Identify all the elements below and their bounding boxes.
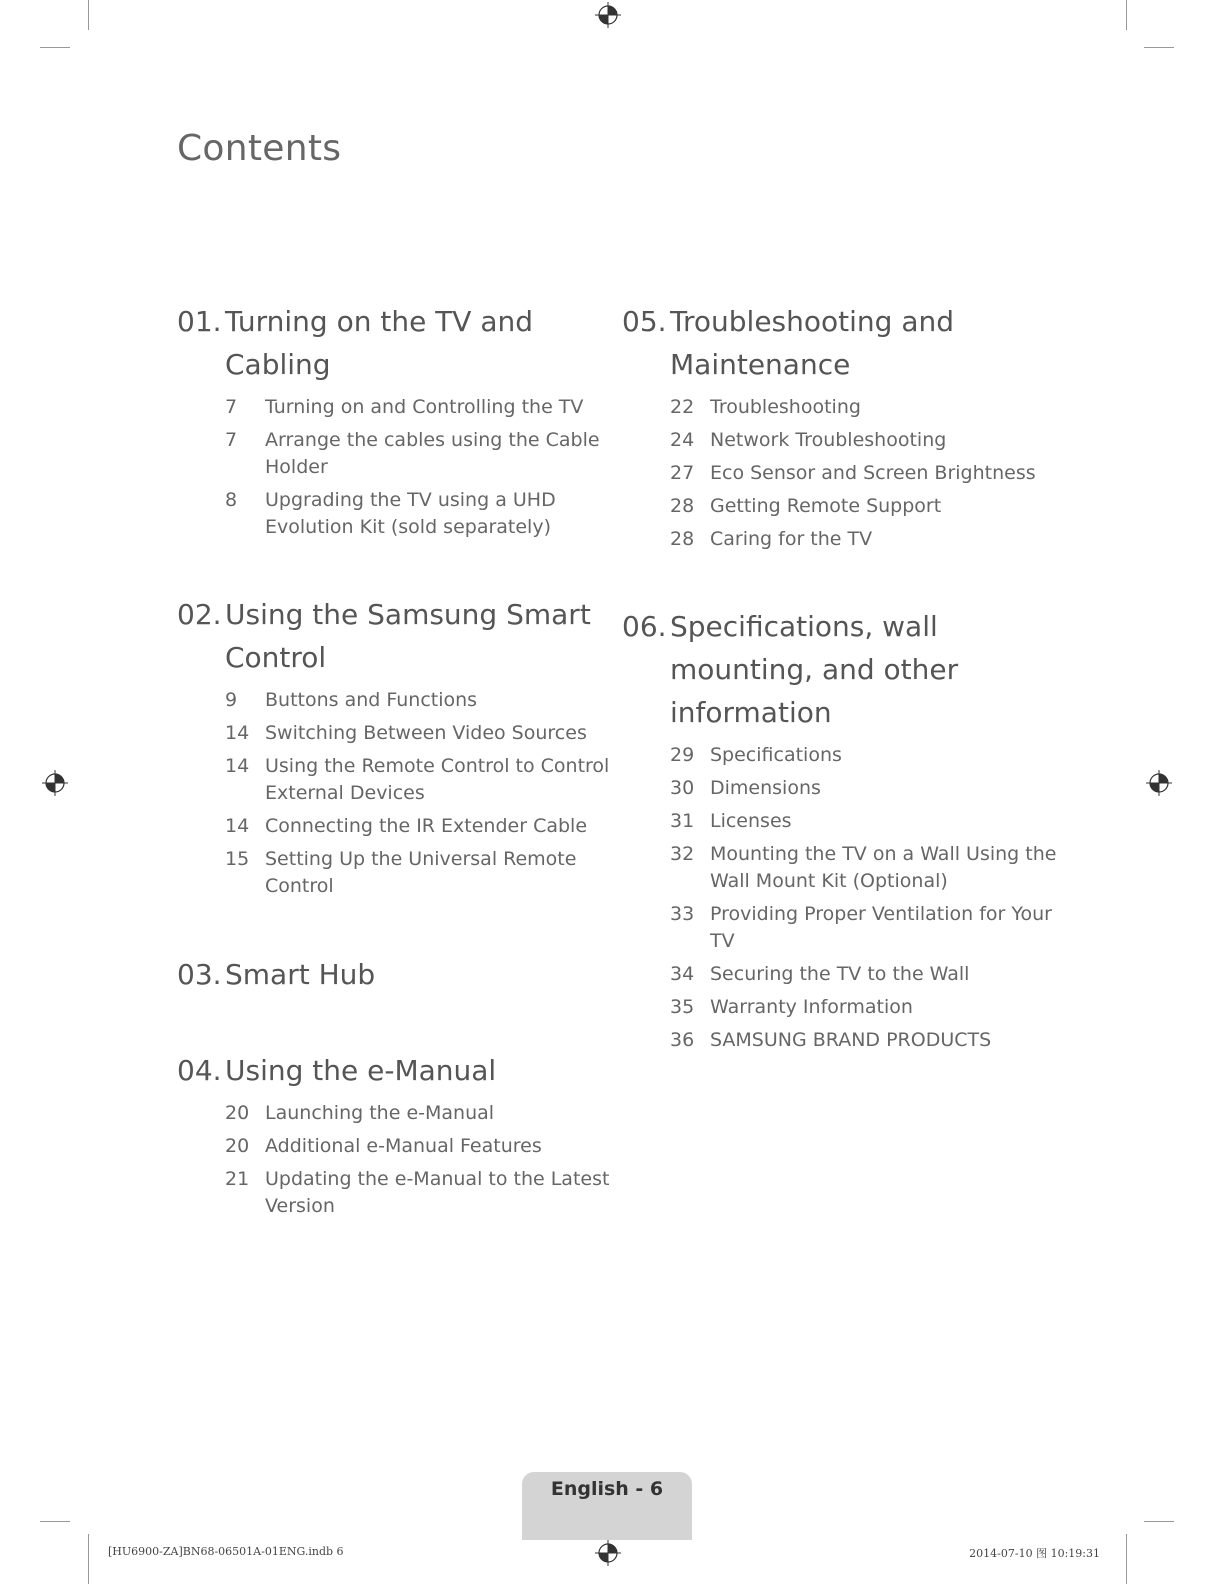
toc-entry[interactable] — [622, 841, 1062, 895]
toc-entry-page: 21 — [225, 1168, 250, 1190]
print-slug-timestamp: 2014-07-10 图 10:19:31 — [969, 1547, 1100, 1560]
section-06 — [622, 605, 1062, 1060]
toc-entry-text: Additional e-Manual Features — [265, 1135, 542, 1157]
section-heading — [622, 605, 1062, 734]
toc-entry-page: 22 — [670, 396, 695, 418]
crop-mark — [1144, 1521, 1174, 1522]
section-heading — [622, 300, 1062, 386]
crop-mark — [88, 0, 89, 30]
registration-mark-icon — [595, 1540, 621, 1566]
section-02 — [177, 593, 617, 906]
toc-entry[interactable] — [177, 394, 617, 421]
registration-mark-icon — [42, 770, 68, 796]
toc-entry[interactable] — [177, 846, 617, 900]
crop-mark — [1144, 47, 1174, 48]
toc-entry-text: Network Troubleshooting — [710, 429, 947, 451]
section-title: Using the e-Manual — [225, 1054, 497, 1087]
toc-entry-page: 14 — [225, 755, 250, 777]
toc-entry-page: 15 — [225, 848, 250, 870]
toc-entry-text: Getting Remote Support — [710, 495, 942, 517]
toc-entry-text: Securing the TV to the Wall — [710, 963, 970, 985]
toc-entry-page: 28 — [670, 528, 695, 550]
toc-entry-page: 34 — [670, 963, 695, 985]
toc-entry-page: 20 — [225, 1102, 250, 1124]
toc-entry-text: Specifications — [710, 744, 842, 766]
section-03 — [177, 953, 617, 996]
toc-entry[interactable] — [622, 808, 1062, 835]
section-heading — [177, 1049, 617, 1092]
section-number: 04. — [177, 1054, 222, 1087]
toc-entry-page: 14 — [225, 815, 250, 837]
toc-entry-page: 8 — [225, 489, 238, 511]
toc-entry[interactable] — [622, 394, 1062, 421]
toc-entry-page: 32 — [670, 843, 695, 865]
section-01 — [177, 300, 617, 547]
crop-mark — [1126, 0, 1127, 30]
toc-entry-list — [622, 394, 1062, 553]
section-heading — [177, 300, 617, 386]
toc-entry-text: Connecting the IR Extender Cable — [265, 815, 588, 837]
section-heading — [177, 593, 617, 679]
section-title: Turning on the TV and Cabling — [225, 305, 534, 381]
toc-entry[interactable] — [622, 427, 1062, 454]
toc-entry[interactable] — [177, 687, 617, 714]
toc-entry-page: 7 — [225, 429, 238, 451]
print-slug-file: [HU6900-ZA]BN68-06501A-01ENG.indb 6 — [108, 1545, 344, 1558]
toc-entry[interactable] — [177, 1100, 617, 1127]
toc-entry-text: Updating the e-Manual to the Latest Version — [265, 1168, 610, 1217]
section-title: Troubleshooting and Maintenance — [670, 305, 954, 381]
section-title: Specifications, wall mounting, and other information — [670, 610, 959, 729]
toc-entry[interactable] — [622, 742, 1062, 769]
crop-mark — [88, 1534, 89, 1584]
page-title: Contents — [177, 128, 342, 169]
toc-entry-page: 29 — [670, 744, 695, 766]
section-04 — [177, 1049, 617, 1226]
section-title: Smart Hub — [225, 958, 376, 991]
toc-entry[interactable] — [622, 994, 1062, 1021]
section-heading — [177, 953, 617, 996]
toc-entry-page: 30 — [670, 777, 695, 799]
toc-entry-text: Providing Proper Ventilation for Your TV — [710, 903, 1052, 952]
toc-entry[interactable] — [177, 813, 617, 840]
toc-entry[interactable] — [177, 720, 617, 747]
toc-entry-text: Eco Sensor and Screen Brightness — [710, 462, 1036, 484]
toc-entry-page: 31 — [670, 810, 695, 832]
toc-entry-text: Warranty Information — [710, 996, 913, 1018]
toc-entry[interactable] — [622, 961, 1062, 988]
toc-entry-text: Upgrading the TV using a UHD Evolution Kit (sold separately) — [265, 489, 556, 538]
toc-entry-page: 7 — [225, 396, 238, 418]
toc-entry-page: 33 — [670, 903, 695, 925]
toc-entry-list — [177, 687, 617, 900]
toc-entry-page: 27 — [670, 462, 695, 484]
toc-entry-page: 14 — [225, 722, 250, 744]
toc-entry[interactable] — [177, 1166, 617, 1220]
toc-entry[interactable] — [622, 526, 1062, 553]
toc-entry-page: 36 — [670, 1029, 695, 1051]
section-title: Using the Samsung Smart Control — [225, 598, 591, 674]
toc-entry-text: Buttons and Functions — [265, 689, 478, 711]
crop-mark — [1126, 1534, 1127, 1584]
toc-entry[interactable] — [177, 753, 617, 807]
crop-mark — [40, 1521, 70, 1522]
toc-entry[interactable] — [622, 901, 1062, 955]
toc-entry[interactable] — [177, 427, 617, 481]
section-05 — [622, 300, 1062, 559]
toc-entry-text: SAMSUNG BRAND PRODUCTS — [710, 1029, 992, 1051]
toc-entry-text: Troubleshooting — [710, 396, 861, 418]
toc-entry-text: Dimensions — [710, 777, 821, 799]
toc-entry[interactable] — [622, 460, 1062, 487]
section-number: 05. — [622, 305, 667, 338]
section-number: 06. — [622, 610, 667, 643]
toc-entry-text: Caring for the TV — [710, 528, 873, 550]
section-number: 02. — [177, 598, 222, 631]
section-number: 01. — [177, 305, 222, 338]
toc-entry[interactable] — [622, 1027, 1062, 1054]
toc-entry-list — [177, 1100, 617, 1220]
toc-entry[interactable] — [177, 487, 617, 541]
toc-entry-text: Using the Remote Control to Control External Devices — [265, 755, 610, 804]
section-number: 03. — [177, 958, 222, 991]
toc-entry[interactable] — [622, 493, 1062, 520]
toc-entry-page: 28 — [670, 495, 695, 517]
toc-entry-text: Mounting the TV on a Wall Using the Wall Mount Kit (Optional) — [710, 843, 1057, 892]
toc-entry-page: 20 — [225, 1135, 250, 1157]
left-column — [177, 0, 617, 1300]
page-number-tab — [522, 1472, 692, 1540]
toc-entry-text: Arrange the cables using the Cable Holder — [265, 429, 600, 478]
toc-entry[interactable] — [622, 775, 1062, 802]
toc-entry[interactable] — [177, 1133, 617, 1160]
right-column — [622, 0, 1062, 1300]
toc-entry-text: Setting Up the Universal Remote Control — [265, 848, 577, 897]
toc-entry-text: Launching the e-Manual — [265, 1102, 495, 1124]
registration-mark-icon — [1146, 770, 1172, 796]
toc-entry-text: Turning on and Controlling the TV — [265, 396, 584, 418]
toc-entry-text: Licenses — [710, 810, 792, 832]
toc-entry-page: 9 — [225, 689, 238, 711]
toc-entry-list — [177, 394, 617, 541]
toc-entry-page: 24 — [670, 429, 695, 451]
crop-mark — [40, 47, 70, 48]
page-number-label: English - 6 — [550, 1478, 664, 1500]
toc-entry-text: Switching Between Video Sources — [265, 722, 587, 744]
toc-entry-page: 35 — [670, 996, 695, 1018]
toc-entry-list — [622, 742, 1062, 1054]
